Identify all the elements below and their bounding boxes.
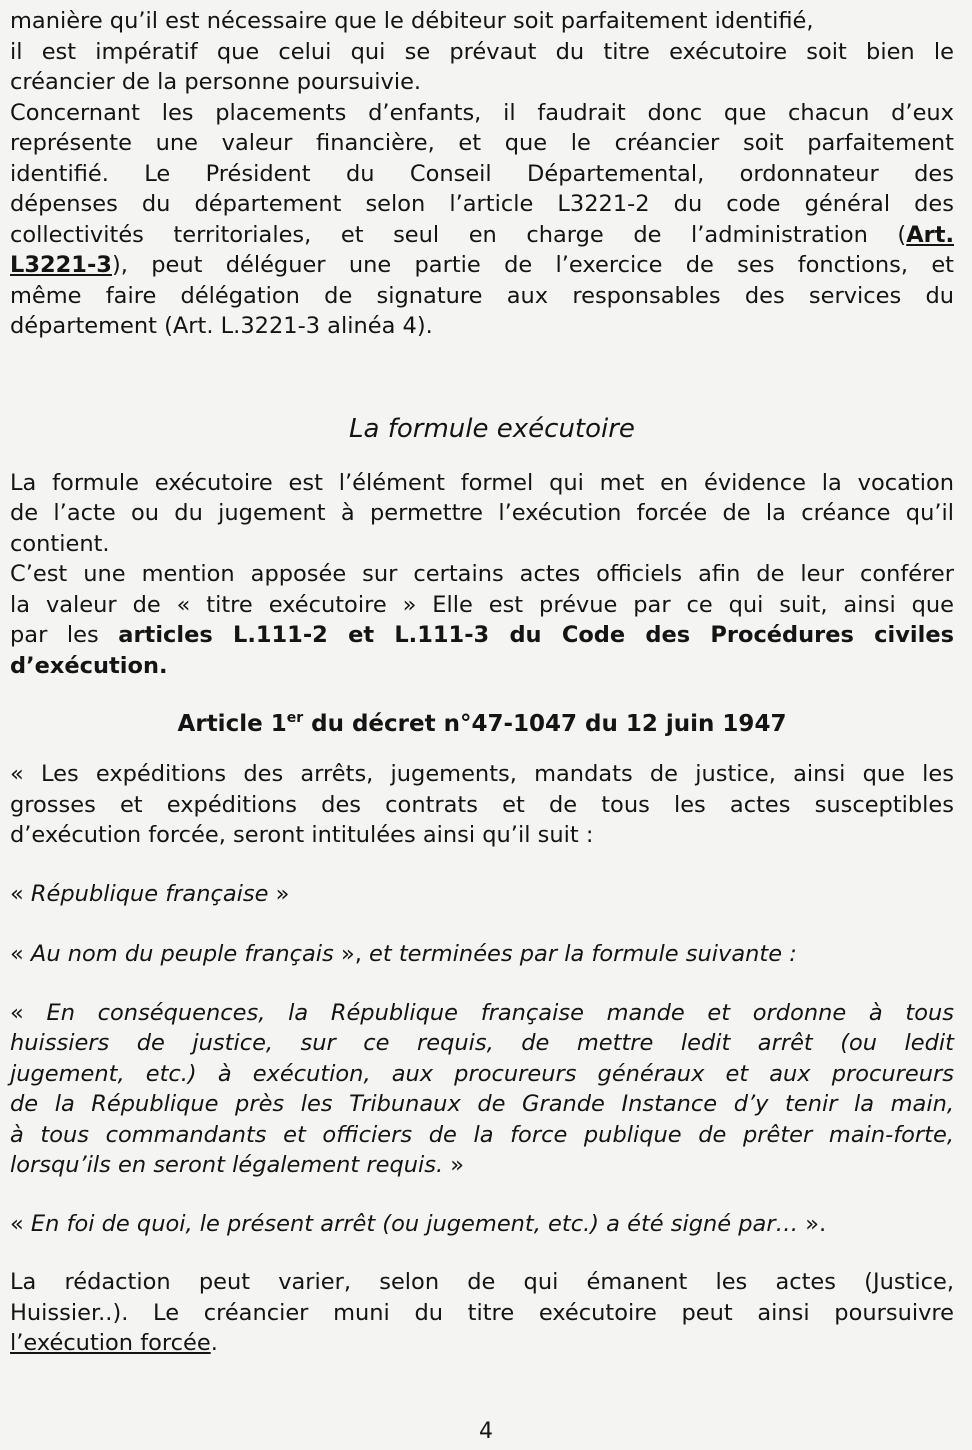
article-title-pre: Article 1 [177,711,287,737]
section-title: La formule exécutoire [349,413,635,444]
text-line: La formule exécutoire est l’élément formel qui met en évidence la vocation [10,469,954,496]
text-line: il est impératif que celui qui se prévaut du titre exécutoire soit bien le [10,38,954,65]
text-line: identifié. Le Président du Conseil Départemental, ordonnateur des [10,160,954,187]
text-line: créancier de la personne poursuivie. [10,69,422,95]
text-line: jugement, etc.) à exécution, aux procureurs généraux et aux procureurs [10,1060,954,1087]
text-line [10,1150,954,1181]
paragraph-expeditions [10,759,954,851]
text-line: dépenses du département selon l’article L3221-2 du code général des [10,191,954,217]
text-line: la valeur de « titre exécutoire » Elle est prévue par ce qui suit, ainsi que [10,591,954,618]
italic-quote: Au nom du peuple français [30,941,334,967]
bold-reference: d’exécution. [10,652,168,679]
text-line: de l’acte ou du jugement à permettre l’exécution forcée de la créance qu’il [10,500,954,526]
paragraph-debiteur [10,6,954,98]
text-line: C’est une mention apposée sur certains actes officiels afin de leur conférer [10,561,954,587]
page-number: 4 [479,1419,493,1444]
article-link[interactable]: Art. [906,221,954,248]
text-line [10,998,954,1029]
text-span: lorsqu’ils en seront légalement requis. [10,1152,444,1178]
article-title-post: du décret n°47-1047 du 12 juin 1947 [303,711,787,737]
text-line: grosses et expéditions des contrats et de tous les actes susceptibles [10,791,954,818]
text-line [10,250,954,281]
article-link[interactable]: L3221-3 [10,252,112,278]
quote-en-foi [10,1209,954,1240]
text-line: même faire délégation de signature aux responsables des services du [10,282,954,309]
text-span: » [443,1152,465,1178]
article-title [10,711,954,737]
text-line: La rédaction peut varier, selon de qui émanent les actes (Justice, [10,1269,954,1295]
article-title-sup: er [286,710,304,726]
text-span: En conséquences, la République française mande et ordonne à tous [46,999,954,1026]
text-span: « [10,999,47,1026]
paragraph-mention [10,559,954,681]
quote-mandement [10,998,954,1181]
text-span: ), peut déléguer une partie de l’exercice de ses fonctions, et [111,252,954,278]
text-line: contient. [10,530,110,557]
text-line [10,220,954,251]
underlined-term: l’exécution forcée [10,1330,211,1356]
text-span: « [10,1210,31,1237]
paragraph-formule-definition [10,468,954,560]
text-span: « [10,941,31,967]
italic-quote: En foi de quoi, le présent arrêt (ou jugement, etc.) a été signé par… [30,1210,799,1237]
text-span: collectivités territoriales, et seul en charge de l’administration ( [10,221,907,248]
text-line: d’exécution forcée, seront intitulées ainsi qu’il suit : [10,822,594,848]
text-span: . [210,1330,218,1356]
text-line [10,1328,954,1359]
text-span: » [268,880,290,907]
text-line: Huissier..). Le créancier muni du titre exécutoire peut ainsi poursuivre [10,1299,954,1326]
text-line: huissiers de justice, sur ce requis, de mettre ledit arrêt (ou ledit [10,1030,954,1056]
text-line [10,620,954,651]
text-line: représente une valeur financière, et que le créancier soit parfaitement [10,130,954,156]
text-line: département (Art. L.3221-3 alinéa 4). [10,313,433,339]
text-line: Concernant les placements d’enfants, il faudrait donc que chacun d’eux [10,99,954,126]
italic-quote: République française [30,880,269,907]
text-line: manière qu’il est nécessaire que le débiteur soit parfaitement identifié, [10,8,814,34]
text-line: de la République près les Tribunaux de Grande Instance d’y tenir la main, [10,1091,954,1117]
text-span: par les [10,622,119,648]
text-line [10,651,954,682]
paragraph-redaction [10,1267,954,1359]
quote-peuple [10,939,954,970]
text-line: « Les expéditions des arrêts, jugements, mandats de justice, ainsi que les [10,761,954,787]
italic-quote: et terminées par la formule suivante : [369,941,797,967]
text-span: », [333,941,370,967]
text-span: ». [798,1210,827,1237]
text-span: « [10,880,31,907]
paragraph-placements [10,98,954,342]
quote-republique [10,879,954,910]
bold-reference: articles L.111-2 et L.111-3 du Code des Procédures civiles [118,622,954,648]
text-line: à tous commandants et officiers de la force publique de prêter main-forte, [10,1121,954,1148]
